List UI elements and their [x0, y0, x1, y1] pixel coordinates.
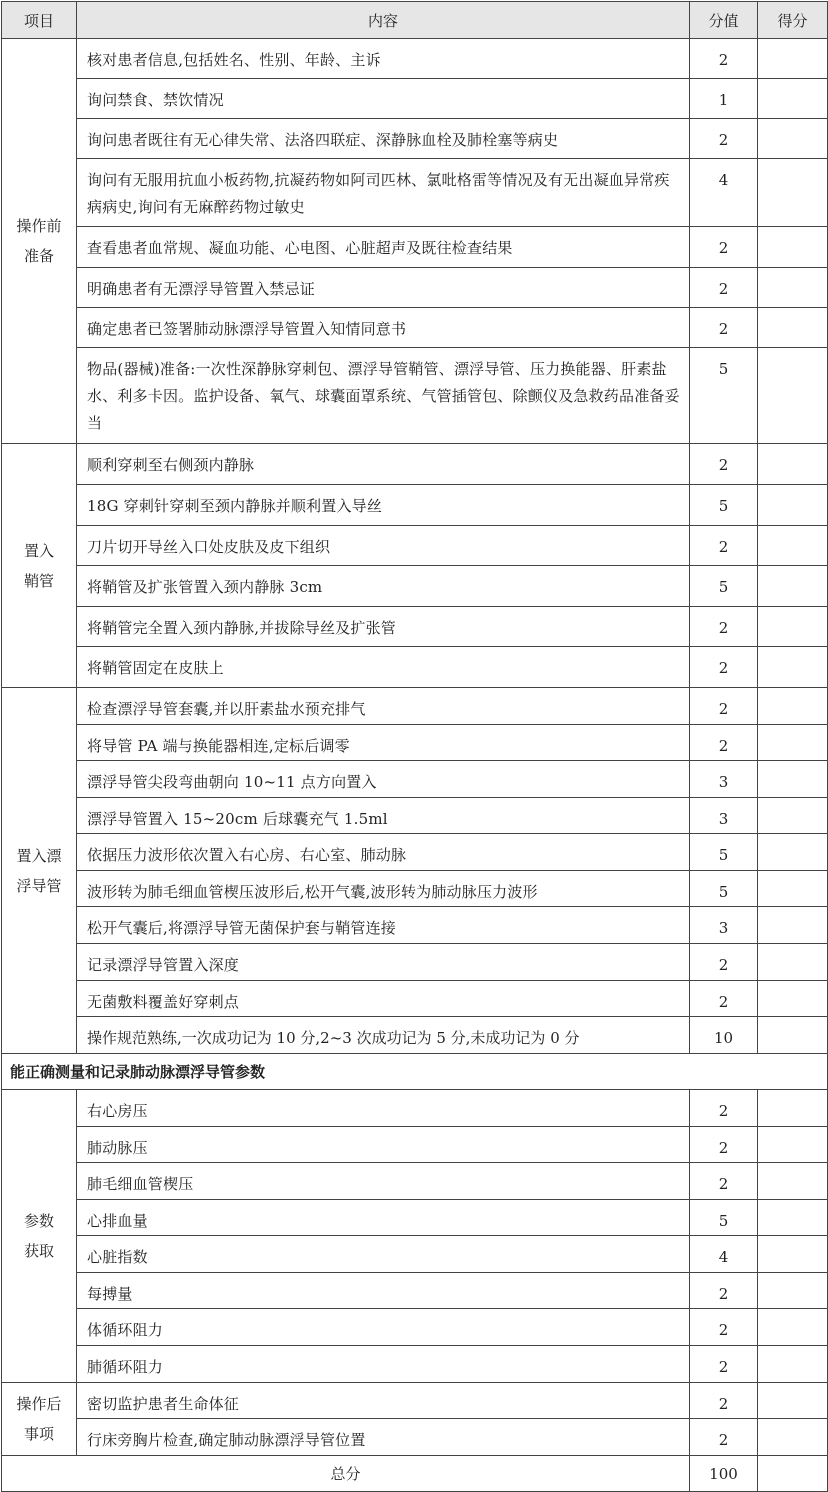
content-cell: 确定患者已签署肺动脉漂浮导管置入知情同意书 — [77, 308, 690, 348]
earned-cell[interactable] — [758, 39, 828, 79]
score-cell: 2 — [690, 119, 758, 159]
score-cell: 10 — [690, 1017, 758, 1054]
content-cell: 无菌敷料覆盖好穿刺点 — [77, 981, 690, 1017]
table-row — [2, 119, 828, 159]
earned-cell[interactable] — [758, 1200, 828, 1236]
earned-cell[interactable] — [758, 1127, 828, 1163]
earned-cell[interactable] — [758, 1163, 828, 1200]
content-cell: 核对患者信息,包括姓名、性别、年龄、主诉 — [77, 39, 690, 79]
score-cell: 2 — [690, 39, 758, 79]
content-cell: 每搏量 — [77, 1273, 690, 1309]
score-cell: 4 — [690, 159, 758, 227]
score-cell: 2 — [690, 1346, 758, 1383]
earned-cell[interactable] — [758, 1090, 828, 1127]
table-row — [2, 647, 828, 688]
earned-cell[interactable] — [758, 834, 828, 871]
table-row — [2, 526, 828, 566]
table-row — [2, 79, 828, 119]
content-cell: 刀片切开导丝入口处皮肤及皮下组织 — [77, 526, 690, 566]
content-cell: 明确患者有无漂浮导管置入禁忌证 — [77, 268, 690, 308]
table-row — [2, 485, 828, 526]
score-cell: 5 — [690, 348, 758, 444]
content-cell: 询问患者既往有无心律失常、法洛四联症、深静脉血栓及肺栓塞等病史 — [77, 119, 690, 159]
score-cell: 3 — [690, 761, 758, 798]
content-cell: 将鞘管固定在皮肤上 — [77, 647, 690, 688]
earned-cell[interactable] — [758, 1383, 828, 1419]
header-content: 内容 — [77, 2, 690, 39]
section-title: 能正确测量和记录肺动脉漂浮导管参数 — [2, 1054, 828, 1090]
score-cell: 2 — [690, 1163, 758, 1200]
table-row — [2, 761, 828, 798]
table-row — [2, 444, 828, 485]
content-cell: 心排血量 — [77, 1200, 690, 1236]
earned-cell[interactable] — [758, 566, 828, 607]
score-cell: 2 — [690, 1273, 758, 1309]
header-row — [2, 2, 828, 39]
score-cell: 2 — [690, 725, 758, 761]
content-cell: 行床旁胸片检查,确定肺动脉漂浮导管位置 — [77, 1419, 690, 1456]
earned-cell[interactable] — [758, 688, 828, 725]
table-row — [2, 1090, 828, 1127]
table-row — [2, 1200, 828, 1236]
section-row — [2, 1054, 828, 1090]
content-cell: 右心房压 — [77, 1090, 690, 1127]
category-cell: 置入漂 浮导管 — [2, 688, 77, 1054]
earned-cell[interactable] — [758, 485, 828, 526]
content-cell: 密切监护患者生命体征 — [77, 1383, 690, 1419]
score-cell: 2 — [690, 607, 758, 647]
score-cell: 2 — [690, 1419, 758, 1456]
earned-cell[interactable] — [758, 944, 828, 981]
score-cell: 3 — [690, 798, 758, 834]
header-item: 项目 — [2, 2, 77, 39]
table-row — [2, 227, 828, 268]
table-row — [2, 607, 828, 647]
content-cell: 将导管 PA 端与换能器相连,定标后调零 — [77, 725, 690, 761]
earned-cell[interactable] — [758, 444, 828, 485]
score-cell: 2 — [690, 526, 758, 566]
earned-cell[interactable] — [758, 159, 828, 227]
score-cell: 5 — [690, 834, 758, 871]
table-row — [2, 834, 828, 871]
score-cell: 2 — [690, 688, 758, 725]
content-cell: 依据压力波形依次置入右心房、右心室、肺动脉 — [77, 834, 690, 871]
table-row — [2, 1017, 828, 1054]
earned-cell[interactable] — [758, 1309, 828, 1346]
table-row — [2, 1236, 828, 1273]
earned-cell[interactable] — [758, 871, 828, 907]
content-cell: 将鞘管及扩张管置入颈内静脉 3cm — [77, 566, 690, 607]
table-row — [2, 1163, 828, 1200]
table-row — [2, 725, 828, 761]
scoring-table — [1, 1, 828, 1492]
earned-cell[interactable] — [758, 647, 828, 688]
category-cell: 操作前 准备 — [2, 39, 77, 444]
content-cell: 询问有无服用抗血小板药物,抗凝药物如阿司匹林、氯吡格雷等情况及有无出凝血异常疾病病史,询问有无麻醉药物过敏史 — [77, 159, 690, 227]
earned-cell[interactable] — [758, 308, 828, 348]
content-cell: 操作规范熟练,一次成功记为 10 分,2~3 次成功记为 5 分,未成功记为 0 分 — [77, 1017, 690, 1054]
score-cell: 2 — [690, 981, 758, 1017]
table-row — [2, 871, 828, 907]
score-cell: 2 — [690, 444, 758, 485]
score-cell: 2 — [690, 308, 758, 348]
table-row — [2, 798, 828, 834]
content-cell: 肺毛细血管楔压 — [77, 1163, 690, 1200]
category-cell: 操作后 事项 — [2, 1383, 77, 1456]
score-cell: 2 — [690, 1383, 758, 1419]
table-row — [2, 348, 828, 444]
total-label: 总分 — [2, 1456, 690, 1492]
score-cell: 2 — [690, 944, 758, 981]
table-row — [2, 1383, 828, 1419]
score-cell: 1 — [690, 79, 758, 119]
table-row — [2, 159, 828, 227]
score-cell: 2 — [690, 1127, 758, 1163]
table-row — [2, 308, 828, 348]
header-earned: 得分 — [758, 2, 828, 39]
score-cell: 5 — [690, 871, 758, 907]
score-cell: 2 — [690, 1309, 758, 1346]
total-row — [2, 1456, 828, 1492]
category-cell: 置入 鞘管 — [2, 444, 77, 688]
earned-cell[interactable] — [758, 526, 828, 566]
content-cell: 询问禁食、禁饮情况 — [77, 79, 690, 119]
earned-cell[interactable] — [758, 1419, 828, 1456]
content-cell: 将鞘管完全置入颈内静脉,并拔除导丝及扩张管 — [77, 607, 690, 647]
score-cell: 5 — [690, 485, 758, 526]
content-cell: 记录漂浮导管置入深度 — [77, 944, 690, 981]
content-cell: 检查漂浮导管套囊,并以肝素盐水预充排气 — [77, 688, 690, 725]
earned-cell[interactable] — [758, 268, 828, 308]
score-cell: 5 — [690, 566, 758, 607]
content-cell: 心脏指数 — [77, 1236, 690, 1273]
score-cell: 3 — [690, 907, 758, 944]
score-cell: 2 — [690, 227, 758, 268]
table-row — [2, 268, 828, 308]
table-row — [2, 688, 828, 725]
table-row — [2, 1127, 828, 1163]
content-cell: 肺动脉压 — [77, 1127, 690, 1163]
earned-cell[interactable] — [758, 348, 828, 444]
earned-cell[interactable] — [758, 227, 828, 268]
earned-cell[interactable] — [758, 798, 828, 834]
content-cell: 体循环阻力 — [77, 1309, 690, 1346]
earned-cell[interactable] — [758, 119, 828, 159]
content-cell: 肺循环阻力 — [77, 1346, 690, 1383]
content-cell: 漂浮导管尖段弯曲朝向 10~11 点方向置入 — [77, 761, 690, 798]
table-row — [2, 1346, 828, 1383]
earned-cell[interactable] — [758, 607, 828, 647]
earned-cell[interactable] — [758, 79, 828, 119]
table-row — [2, 944, 828, 981]
content-cell: 物品(器械)准备:一次性深静脉穿刺包、漂浮导管鞘管、漂浮导管、压力换能器、肝素盐水、利多卡因。监护设备、氧气、球囊面罩系统、气管插管包、除颤仪及急救药品准备妥当 — [77, 348, 690, 444]
score-cell: 2 — [690, 1090, 758, 1127]
earned-cell[interactable] — [758, 907, 828, 944]
score-cell: 5 — [690, 1200, 758, 1236]
earned-cell[interactable] — [758, 1346, 828, 1383]
content-cell: 查看患者血常规、凝血功能、心电图、心脏超声及既往检查结果 — [77, 227, 690, 268]
table-row — [2, 907, 828, 944]
score-cell: 2 — [690, 268, 758, 308]
score-cell: 4 — [690, 1236, 758, 1273]
table-row — [2, 1273, 828, 1309]
table-row — [2, 566, 828, 607]
earned-cell[interactable] — [758, 725, 828, 761]
table-row — [2, 39, 828, 79]
header-score: 分值 — [690, 2, 758, 39]
content-cell: 顺利穿刺至右侧颈内静脉 — [77, 444, 690, 485]
earned-cell[interactable] — [758, 1017, 828, 1054]
earned-total-cell[interactable] — [758, 1456, 828, 1492]
content-cell: 18G 穿刺针穿刺至颈内静脉并顺利置入导丝 — [77, 485, 690, 526]
content-cell: 波形转为肺毛细血管楔压波形后,松开气囊,波形转为肺动脉压力波形 — [77, 871, 690, 907]
content-cell: 漂浮导管置入 15~20cm 后球囊充气 1.5ml — [77, 798, 690, 834]
table-row — [2, 1419, 828, 1456]
earned-cell[interactable] — [758, 1236, 828, 1273]
total-score: 100 — [690, 1456, 758, 1492]
earned-cell[interactable] — [758, 981, 828, 1017]
score-cell: 2 — [690, 647, 758, 688]
content-cell: 松开气囊后,将漂浮导管无菌保护套与鞘管连接 — [77, 907, 690, 944]
table-row — [2, 981, 828, 1017]
earned-cell[interactable] — [758, 761, 828, 798]
category-cell: 参数 获取 — [2, 1090, 77, 1383]
table-row — [2, 1309, 828, 1346]
earned-cell[interactable] — [758, 1273, 828, 1309]
